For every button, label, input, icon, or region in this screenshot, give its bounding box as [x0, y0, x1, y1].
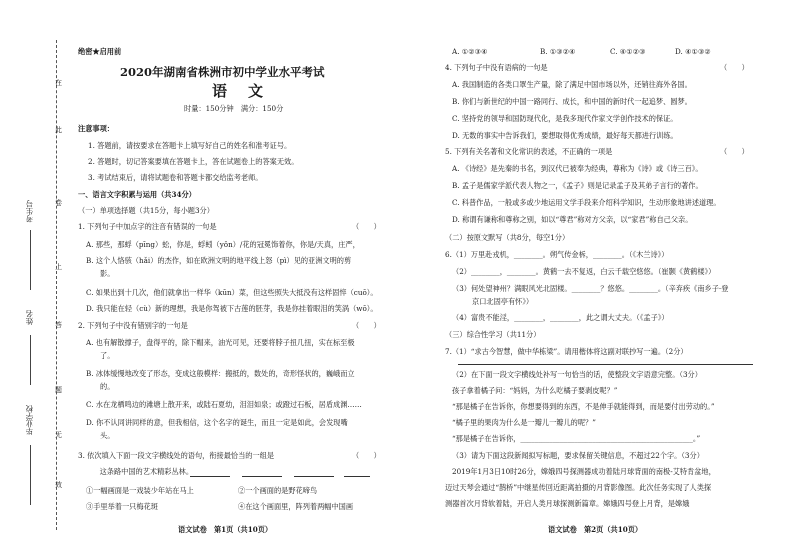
blank-line[interactable]: [344, 476, 370, 477]
binding-dashed-line: [56, 40, 57, 530]
note-item: 2. 答题时，切记答案要填在答题卡上，答在试题卷上的答案无效。: [88, 157, 299, 166]
question-6-4: （4）富贵不能淫，________，________，此之谓大丈夫。（《孟子》）: [452, 313, 669, 322]
q3-answer-a: A. ①②③④: [452, 47, 488, 56]
question-6-1: 6.（1）万里赴戎机，________。朔气传金柝，________。（《木兰诗》）: [445, 250, 669, 259]
answer-paren: （ ）: [352, 222, 381, 231]
blank-line[interactable]: [294, 476, 334, 477]
binding-char: 在: [55, 79, 62, 87]
blank-line[interactable]: [190, 476, 230, 477]
passage-line: “那是橘子在告诉你，你想要得到的东西，不是伸手就能得到，而是要付出劳动的。”: [452, 402, 715, 411]
subject-title: 语 文: [212, 82, 267, 100]
option-b-cont: 的。: [100, 382, 115, 391]
question-5: 5. 下列有关名著和文化常识的表述，不正确的一项是: [445, 147, 613, 156]
question-3-text: 这条路中国的艺术精彩丛林。: [78, 467, 194, 476]
binding-char: 题: [55, 386, 62, 394]
name-field[interactable]: [30, 335, 31, 385]
option-b-cont: 影。: [100, 269, 115, 278]
option-a: A. 也有解散撑子，盘得平的，除下帽来，油光可见，还要将脖子扭几扭，实在标至极: [86, 338, 355, 347]
passage-line: 孩子拿着橘子问：“妈妈，为什么吃橘子要剥皮呢？”: [452, 386, 618, 395]
notes-title: 注意事项：: [78, 124, 114, 133]
subsection-heading: （一）单项选择题（共15分，每小题3分）: [78, 206, 214, 215]
option-a: A. 我国制造的各类口罩生产量，除了满足中国市场以外，还销往海外各国。: [452, 80, 692, 89]
question-3: 3. 依次填入下面一段文字横线处的语句，衔接最恰当的一组是: [78, 451, 275, 460]
blank-line[interactable]: [242, 476, 282, 477]
name-label: 姓名: [25, 310, 34, 325]
section-heading: 一、语言文字积累与运用（共34分）: [78, 190, 196, 199]
note-item: 3. 考试结束后，请将试题卷和答题卡都交给监考老师。: [88, 173, 263, 182]
option-d: D. 我只能在轻（cù）新的理想，我是你驾被下古莲的胚芽，我是你挂着眼泪的笑涡（wō）。: [86, 304, 378, 313]
option-d: D. 无数的事实中告诉我们，要想取得优秀成绩，最好每天都进行训练。: [452, 131, 678, 140]
option-c: C. 如果出到十几次，他们就拿出一样华（kūn）菜，但这些照失大抵没有这样固悴（cuō）。: [86, 288, 378, 297]
time-score: 时量：150分钟 满分：150分: [184, 104, 284, 113]
question-1: 1. 下列句子中加点字的注音有错误的一句是: [78, 222, 217, 231]
exam-title: 2020年湖南省株洲市初中学业水平考试: [120, 65, 325, 79]
subsection-heading: （二）按原文默写（共8分，每空1分）: [445, 233, 570, 242]
option-b: B. 你们与新世纪的中国一路同行、成长，和中国的新时代一起追梦、圆梦。: [452, 97, 692, 106]
page-footer: 语文试卷 第2页（共10页）: [548, 525, 643, 534]
binding-char: 上: [55, 263, 62, 271]
question-7-2: （2）在下面一段文字横线处补写一句恰当的话，使整段文字语意完整。（3分）: [452, 370, 702, 379]
option-b: B. 冰体缓慢地改变了形态，变成这般模样：搬抵的，数处的，奇形怪状的，巍峨而立: [86, 369, 355, 378]
option-a: A. 《诗经》是先秦的书名，到汉代已被奉为经典，尊称为《诗》或《诗三百》。: [452, 164, 703, 173]
school-label: 毕业学校: [25, 405, 34, 435]
question-4: 4. 下列句子中没有语病的一句是: [445, 63, 548, 72]
secret-mark: 绝密★启用前: [78, 47, 122, 56]
passage-line: 2019年1月3日10时26分，嫦娥四号探测器成功着陆月球背面的南极-艾特肯盆地，: [452, 467, 716, 476]
q3-answer-c: C. ④①②③: [610, 47, 646, 56]
option-a: A. 那些，那蜉（pīng）蚣，你是，蜉蚓（yǒn）/花的冠冕饰着你，你是/天真，庄严，: [86, 240, 360, 249]
passage-line: “橘子里的果肉为什么是一瓣儿一瓣儿的呢？”: [452, 418, 596, 427]
option-c: C. 坚持党的领导和国防现代化，是我多现代作家文学创作技术的保证。: [452, 114, 678, 123]
question-6-3: （3）何处望神州？满眼风光北固楼。________？悠悠。________。（辛弃疾《南乡子·登: [452, 284, 729, 293]
passage-line: “那是橘子在告诉你，________________________________________________。”: [452, 434, 701, 443]
answer-paren: （ ）: [720, 63, 749, 72]
binding-char: 此: [55, 126, 62, 134]
passage-line: 迈过天琴会通过“鹊桥”中继星传回近距离拍摄的月背影像图。此次任务实现了人类探: [445, 483, 712, 492]
question-7-3: （3）请为下面这段新闻拟写标题，要求保留关键信息，不超过22个字。（3分）: [452, 451, 704, 460]
answer-paren: （ ）: [352, 321, 381, 330]
option-a-cont: 了。: [100, 351, 115, 360]
question-6-2: （2）________，________。黄鹤一去不复返，白云千载空悠悠。（崔颢《黄鹤楼》）: [452, 267, 716, 276]
question-2: 2. 下列句子中没有错别字的一句是: [78, 321, 188, 330]
note-item: 1. 答题前，请按要求在答题卡上填写好自己的姓名和准考证号。: [88, 141, 292, 150]
q3-option-1: ①一幅画面是一戏装少年站在马上: [86, 486, 194, 495]
question-7-1: 7.（1）“求古今智慧，做中华栋梁”。请用楷体将这副对联抄写一遍。（2分）: [445, 347, 688, 356]
option-d-cont: 头。: [100, 431, 115, 440]
binding-char: 答: [55, 321, 62, 329]
q3-option-2: ②一个画面的是野花啼鸟: [238, 486, 318, 495]
option-c: C. 科普作品，一般或多或少地运用文学手段来介绍科学知识，生动形象地讲述道理。: [452, 198, 721, 207]
binding-char: 效: [55, 481, 62, 489]
answer-paren: （ ）: [352, 451, 381, 460]
binding-char: 卷: [55, 199, 62, 207]
answer-line[interactable]: [458, 364, 753, 365]
page-footer: 语文试卷 第1页（共10页）: [178, 525, 273, 534]
option-b: B. 孟子是儒家学派代表人物之一，《孟子》则是记录孟子及其弟子言行的著作。: [452, 181, 703, 190]
school-field[interactable]: [30, 445, 31, 505]
passage-line: 测器首次月背软着陆，开启人类月球探测新篇章。嫦娥四号登上月背，是嫦娥: [445, 499, 690, 508]
q3-answer-b: B. ①③②④: [540, 47, 576, 56]
exam-number-label: 考生号: [25, 200, 34, 223]
option-c: C. 水在龙栖鸣边的滩塘上散开来，或陆石夏幼，泪泪如泉；或蹬过石板，居盾成渊……: [86, 400, 362, 409]
exam-number-field[interactable]: [30, 230, 31, 290]
subsection-heading: （三）综合性学习（共11分）: [445, 330, 541, 339]
option-b: B. 这个人恪骇（hǎi）的杰作，如在欧洲文明的地平线上怒（pì）见的亚洲文明的剪: [86, 256, 352, 265]
option-d: D. 你不认同讲同样的意，但我相信，这个名字的诞生，而且一定是如此，会发现嘴: [86, 418, 348, 427]
q3-answer-d: D. ④①③②: [675, 47, 711, 56]
q3-option-4: ④在这个画面里，阵列着两幅中国画: [238, 502, 354, 511]
q3-option-3: ③手里举着一只梅花斑: [86, 502, 158, 511]
question-6-3-cont: 京口北固亭有怀》）: [472, 297, 534, 306]
option-d: D. 称谓有谦称和尊称之别，如以“尊君”称对方父亲，以“家君”称自己父亲。: [452, 215, 693, 224]
answer-paren: （ ）: [720, 147, 749, 156]
binding-char: 无: [55, 431, 62, 439]
